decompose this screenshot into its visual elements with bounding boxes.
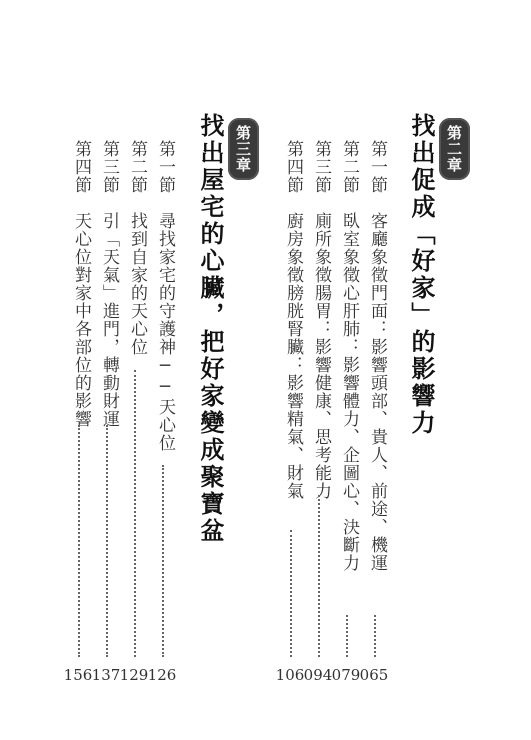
leader-dots [134,370,136,657]
toc-entry-title[interactable]: 天心位對家中各部位的影響 [71,212,91,428]
page-number[interactable]: 065 [359,666,389,684]
toc-entry-title[interactable]: 廁所象徵腸胃：影響健康、思考能力 [311,212,331,500]
leader-dots [78,425,80,657]
section-label: 第三節 [311,140,331,194]
section-label: 第一節 [367,140,387,194]
section-label: 第三節 [99,140,119,194]
section-label: 第二節 [339,140,359,194]
section-label: 第一節 [155,140,175,194]
leader-dots [374,615,376,657]
toc-entry-title[interactable]: 引「天氣」進門，轉動財運 [99,212,119,428]
toc-entry-title[interactable]: 尋找家宅的守護神──天心位 [155,212,175,452]
page-number[interactable]: 137 [91,666,121,684]
page-number[interactable]: 156 [63,666,93,684]
chapter-title: 找出屋宅的心臟，把好家變成聚寶盆 [196,113,224,545]
chapter-badge: 第三章 [228,118,259,180]
section-label: 第四節 [71,140,91,194]
page-number[interactable]: 079 [331,666,361,684]
chapter-title: 找出促成「好家」的影響力 [407,113,435,437]
leader-dots [290,530,292,657]
toc-entry-title[interactable]: 臥室象徵心肝肺：影響體力、企圖心、決斷力 [339,212,359,572]
section-label: 第四節 [283,140,303,194]
section-label: 第二節 [127,140,147,194]
page-number[interactable]: 126 [147,666,177,684]
leader-dots [318,495,320,657]
page-number[interactable]: 106 [275,666,305,684]
leader-dots [106,425,108,657]
page-number[interactable]: 094 [303,666,333,684]
toc-entry-title[interactable]: 廚房象徵膀胱腎臟：影響精氣、財氣 [283,212,303,500]
chapter-badge: 第二章 [439,118,470,180]
leader-dots [346,615,348,657]
toc-entry-title[interactable]: 客廳象徵門面：影響頭部、貴人、前途、機運 [367,212,387,572]
toc-entry-title[interactable]: 找到自家的天心位 [127,212,147,356]
page-number[interactable]: 129 [119,666,149,684]
leader-dots [162,465,164,657]
